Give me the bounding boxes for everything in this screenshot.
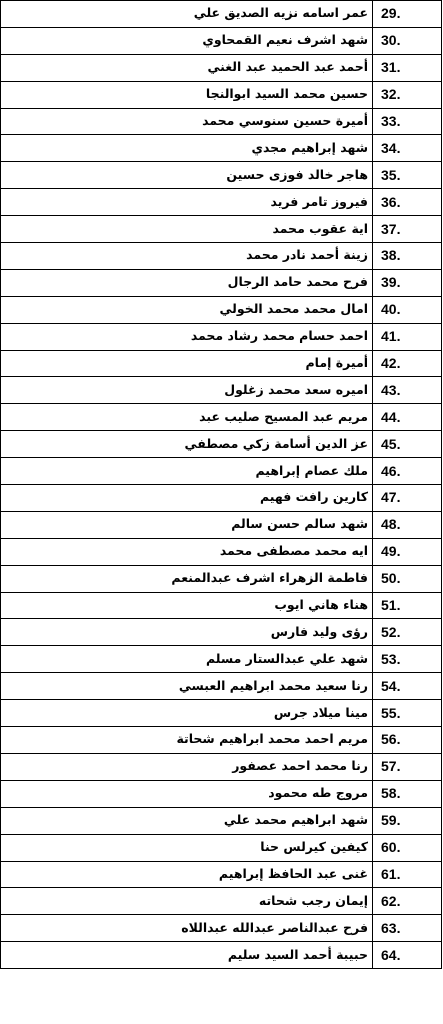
row-number-cell: [373, 1, 442, 28]
row-number: 31.: [381, 59, 401, 76]
row-number: 44.: [381, 408, 401, 425]
student-name-cell: [1, 700, 373, 727]
row-number-cell: [373, 915, 442, 942]
row-number: 37.: [381, 220, 401, 237]
table-body: [1, 1, 442, 969]
row-number-cell: [373, 807, 442, 834]
student-name: عمر اسامه نزيه الصديق علي: [193, 5, 368, 21]
row-number: 39.: [381, 274, 401, 291]
student-name: مريم عبد المسيح صليب عبد: [199, 408, 368, 424]
student-name: هاجر خالد فوزى حسين: [226, 166, 368, 182]
row-number-cell: [373, 27, 442, 54]
row-number: 52.: [381, 623, 401, 640]
row-number-cell: [373, 81, 442, 108]
student-name: فيروز تامر فريد: [270, 193, 368, 209]
row-number-cell: [373, 350, 442, 377]
student-name: شهد سالم حسن سالم: [231, 516, 368, 532]
row-number: 40.: [381, 301, 401, 318]
row-number-cell: [373, 511, 442, 538]
table-row: [1, 296, 442, 323]
table-row: [1, 592, 442, 619]
row-number-cell: [373, 619, 442, 646]
row-number-cell: [373, 296, 442, 323]
student-name-cell: [1, 81, 373, 108]
row-number: 56.: [381, 731, 401, 748]
student-name-cell: [1, 108, 373, 135]
table-row: [1, 458, 442, 485]
student-name-cell: [1, 350, 373, 377]
student-name-cell: [1, 54, 373, 81]
row-number-cell: [373, 54, 442, 81]
row-number: 41.: [381, 328, 401, 345]
student-name: مروج طه محمود: [268, 785, 368, 801]
row-number: 33.: [381, 113, 401, 129]
student-name-cell: [1, 27, 373, 54]
row-number-cell: [373, 404, 442, 431]
row-number-cell: [373, 135, 442, 162]
table-row: [1, 834, 442, 861]
row-number: 62.: [381, 892, 401, 909]
table-row: [1, 780, 442, 807]
table-row: [1, 404, 442, 431]
row-number: 45.: [381, 435, 401, 452]
row-number-cell: [373, 108, 442, 135]
row-number-cell: [373, 780, 442, 807]
student-name: ملك عصام إبراهيم: [255, 462, 368, 478]
row-number: 58.: [381, 785, 401, 802]
row-number-cell: [373, 458, 442, 485]
table-row: [1, 269, 442, 296]
student-name: عز الدين أسامة زكي مصطفي: [184, 435, 368, 451]
row-number-cell: [373, 861, 442, 888]
table-row: [1, 888, 442, 915]
row-number: 49.: [381, 543, 401, 560]
table-row: [1, 350, 442, 377]
student-name-cell: [1, 243, 373, 270]
row-number-cell: [373, 431, 442, 458]
row-number-cell: [373, 592, 442, 619]
row-number: 36.: [381, 193, 401, 210]
table-row: [1, 54, 442, 81]
table-row: [1, 942, 442, 969]
row-number-cell: [373, 377, 442, 404]
student-name-cell: [1, 888, 373, 915]
student-name-cell: [1, 269, 373, 296]
row-number: 47.: [381, 489, 401, 506]
table-row: [1, 27, 442, 54]
row-number: 42.: [381, 355, 401, 372]
table-row: [1, 753, 442, 780]
student-name-cell: [1, 942, 373, 969]
student-name-cell: [1, 485, 373, 512]
table-row: [1, 915, 442, 942]
student-name: مينا ميلاد جرس: [273, 704, 368, 720]
row-number: 55.: [381, 704, 401, 721]
student-name-cell: [1, 458, 373, 485]
row-number-cell: [373, 834, 442, 861]
row-number-cell: [373, 269, 442, 296]
student-name: ايه محمد مصطفى محمد: [219, 543, 368, 559]
student-name: احمد حسام محمد رشاد محمد: [190, 328, 368, 344]
table-row: [1, 216, 442, 243]
row-number: 32.: [381, 86, 401, 103]
student-name: أحمد عبد الحميد عبد الغني: [207, 59, 368, 75]
student-name-cell: [1, 377, 373, 404]
table-row: [1, 619, 442, 646]
table-row: [1, 431, 442, 458]
student-name: فرح عبدالناصر عبدالله عبداللاه: [181, 919, 368, 935]
student-name: مريم احمد محمد ابراهيم شحاتة: [176, 731, 368, 747]
row-number-cell: [373, 162, 442, 189]
student-name-cell: [1, 1, 373, 28]
student-name-cell: [1, 565, 373, 592]
table-row: [1, 323, 442, 350]
student-name-cell: [1, 592, 373, 619]
table-row: [1, 700, 442, 727]
student-name-cell: [1, 753, 373, 780]
student-name-cell: [1, 323, 373, 350]
student-name: شهد ابراهيم محمد علي: [223, 812, 368, 828]
student-name-cell: [1, 673, 373, 700]
row-number-cell: [373, 485, 442, 512]
row-number-cell: [373, 888, 442, 915]
student-name: حسين محمد السيد ابوالنجا: [205, 86, 368, 102]
row-number: 38.: [381, 247, 401, 264]
student-name: غنى عبد الحافظ إبراهيم: [218, 865, 368, 881]
row-number: 34.: [381, 139, 401, 156]
row-number-cell: [373, 673, 442, 700]
student-name: اميره سعد محمد زغلول: [224, 381, 368, 397]
student-name: أميرة إمام: [305, 355, 368, 371]
row-number: 60.: [381, 839, 401, 856]
row-number-cell: [373, 216, 442, 243]
student-name: حبيبة أحمد السيد سليم: [227, 946, 368, 962]
student-name-cell: [1, 915, 373, 942]
table-row: [1, 485, 442, 512]
student-name-cell: [1, 296, 373, 323]
student-name-cell: [1, 404, 373, 431]
student-name-cell: [1, 162, 373, 189]
table-row: [1, 135, 442, 162]
table-row: [1, 189, 442, 216]
row-number: 64.: [381, 946, 401, 963]
row-number: 53.: [381, 650, 401, 667]
student-name: امال محمد محمد الخولي: [219, 301, 368, 317]
row-number-cell: [373, 189, 442, 216]
student-name-cell: [1, 216, 373, 243]
student-name-cell: [1, 538, 373, 565]
student-name-cell: [1, 834, 373, 861]
row-number: 50.: [381, 570, 401, 587]
row-number: 29.: [381, 5, 401, 22]
row-number-cell: [373, 727, 442, 754]
student-name-cell: [1, 189, 373, 216]
student-name-cell: [1, 780, 373, 807]
row-number-cell: [373, 565, 442, 592]
student-name: شهد إبراهيم مجدي: [251, 139, 368, 155]
student-name-cell: [1, 619, 373, 646]
student-name: شهد علي عبدالستار مسلم: [205, 650, 368, 666]
row-number-cell: [373, 538, 442, 565]
table-row: [1, 565, 442, 592]
student-name: أميرة حسين سنوسي محمد: [202, 113, 368, 128]
row-number: 35.: [381, 166, 401, 183]
table-row: [1, 81, 442, 108]
row-number: 30.: [381, 32, 401, 49]
student-name-cell: [1, 135, 373, 162]
student-name-cell: [1, 727, 373, 754]
row-number: 43.: [381, 381, 401, 398]
table-row: [1, 673, 442, 700]
row-number: 48.: [381, 516, 401, 533]
row-number: 63.: [381, 919, 401, 936]
student-name: فرح محمد حامد الرجال: [227, 274, 368, 290]
row-number-cell: [373, 646, 442, 673]
row-number: 57.: [381, 758, 401, 775]
table-row: [1, 162, 442, 189]
student-name: رؤى وليد فارس: [270, 623, 368, 639]
table-row: [1, 1, 442, 28]
student-name: اية عقوب محمد: [272, 220, 368, 236]
table-row: [1, 861, 442, 888]
student-name: شهد اشرف نعيم القمحاوي: [202, 32, 368, 48]
student-name: إيمان رجب شحاته: [258, 892, 368, 908]
row-number: 51.: [381, 597, 401, 614]
table-row: [1, 108, 442, 135]
row-number-cell: [373, 700, 442, 727]
student-name-cell: [1, 861, 373, 888]
student-name-cell: [1, 646, 373, 673]
table-row: [1, 727, 442, 754]
row-number: 59.: [381, 812, 401, 829]
row-number-cell: [373, 753, 442, 780]
row-number: 61.: [381, 865, 401, 882]
student-name: كارين رافت فهيم: [259, 489, 368, 505]
row-number-cell: [373, 243, 442, 270]
student-name: فاطمة الزهراء اشرف عبدالمنعم: [171, 570, 368, 586]
student-name-cell: [1, 511, 373, 538]
table-row: [1, 511, 442, 538]
table-row: [1, 377, 442, 404]
student-name: كيفين كيرلس حنا: [260, 839, 368, 855]
student-name: زينة أحمد نادر محمد: [246, 247, 368, 263]
table-row: [1, 538, 442, 565]
row-number: 46.: [381, 462, 401, 479]
student-name: رنا محمد احمد عصفور: [232, 758, 368, 774]
student-name-cell: [1, 431, 373, 458]
student-name: هناء هاني ايوب: [274, 597, 368, 613]
table-row: [1, 646, 442, 673]
student-name-cell: [1, 807, 373, 834]
row-number-cell: [373, 942, 442, 969]
table-row: [1, 807, 442, 834]
row-number-cell: [373, 323, 442, 350]
table-row: [1, 243, 442, 270]
student-name: رنا سعيد محمد ابراهيم العبسي: [178, 677, 368, 693]
row-number: 54.: [381, 677, 401, 694]
